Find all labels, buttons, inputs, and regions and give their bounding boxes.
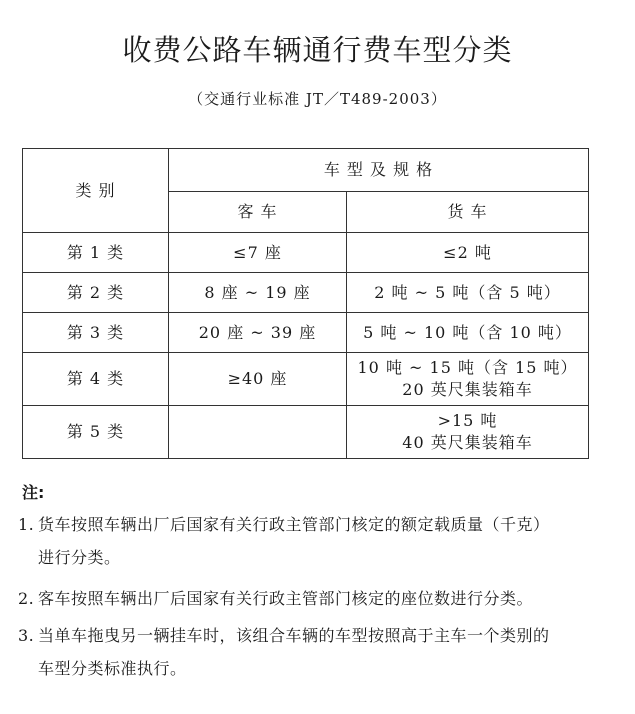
row-category: 第 1 类 [23, 233, 169, 273]
note-item [18, 582, 623, 615]
row-category: 第 2 类 [23, 273, 169, 313]
note-text-cont: 进行分类。 [38, 548, 121, 567]
row-truck [347, 353, 589, 406]
table-row [23, 406, 589, 459]
note-item [18, 508, 623, 574]
note-text: 货车按照车辆出厂后国家有关行政主管部门核定的额定载质量（千克） [38, 515, 550, 534]
note-text: 客车按照车辆出厂后国家有关行政主管部门核定的座位数进行分类。 [38, 589, 534, 608]
note-number: 3. [18, 626, 35, 645]
row-passenger: 8 座 ~ 19 座 [169, 273, 347, 313]
note-number: 2. [18, 589, 35, 608]
row-truck-line2: 20 英尺集装箱车 [402, 380, 533, 399]
row-truck [347, 313, 589, 353]
row-truck-line1: 10 吨 ~ 15 吨（含 15 吨） [357, 358, 578, 377]
row-passenger [169, 406, 347, 459]
row-passenger: ≤7 座 [169, 233, 347, 273]
note-number: 1. [18, 515, 35, 534]
row-passenger: 20 座 ~ 39 座 [169, 313, 347, 353]
row-truck [347, 273, 589, 313]
row-category: 第 4 类 [23, 353, 169, 406]
row-passenger: ≥40 座 [169, 353, 347, 406]
row-category: 第 5 类 [23, 406, 169, 459]
note-text: 当单车拖曳另一辆挂车时，该组合车辆的车型按照高于主车一个类别的 [38, 626, 550, 645]
row-category: 第 3 类 [23, 313, 169, 353]
row-truck-line2: 40 英尺集装箱车 [402, 433, 533, 452]
vehicle-class-table [22, 148, 589, 459]
page-title: 收费公路车辆通行费车型分类 [122, 33, 513, 67]
row-truck [347, 233, 589, 273]
header-truck: 货 车 [347, 192, 589, 233]
header-passenger: 客 车 [169, 192, 347, 233]
table-row [23, 233, 589, 273]
table-row [23, 353, 589, 406]
row-truck-line1: 5 吨 ~ 10 吨（含 10 吨） [363, 322, 572, 342]
note-item [18, 619, 623, 685]
row-truck-line1: >15 吨 [437, 411, 498, 430]
row-truck-line1: 2 吨 ~ 5 吨（含 5 吨） [374, 282, 561, 302]
header-category: 类 别 [23, 149, 169, 233]
notes-heading: 注: [22, 483, 45, 502]
page-subtitle: （交通行业标准 JT／T489-2003） [188, 90, 447, 108]
note-text-cont: 车型分类标准执行。 [38, 659, 187, 678]
table-row [23, 273, 589, 313]
header-spec: 车 型 及 规 格 [169, 149, 589, 192]
table-row [23, 313, 589, 353]
row-truck [347, 406, 589, 459]
row-truck-line1: ≤2 吨 [443, 242, 492, 262]
